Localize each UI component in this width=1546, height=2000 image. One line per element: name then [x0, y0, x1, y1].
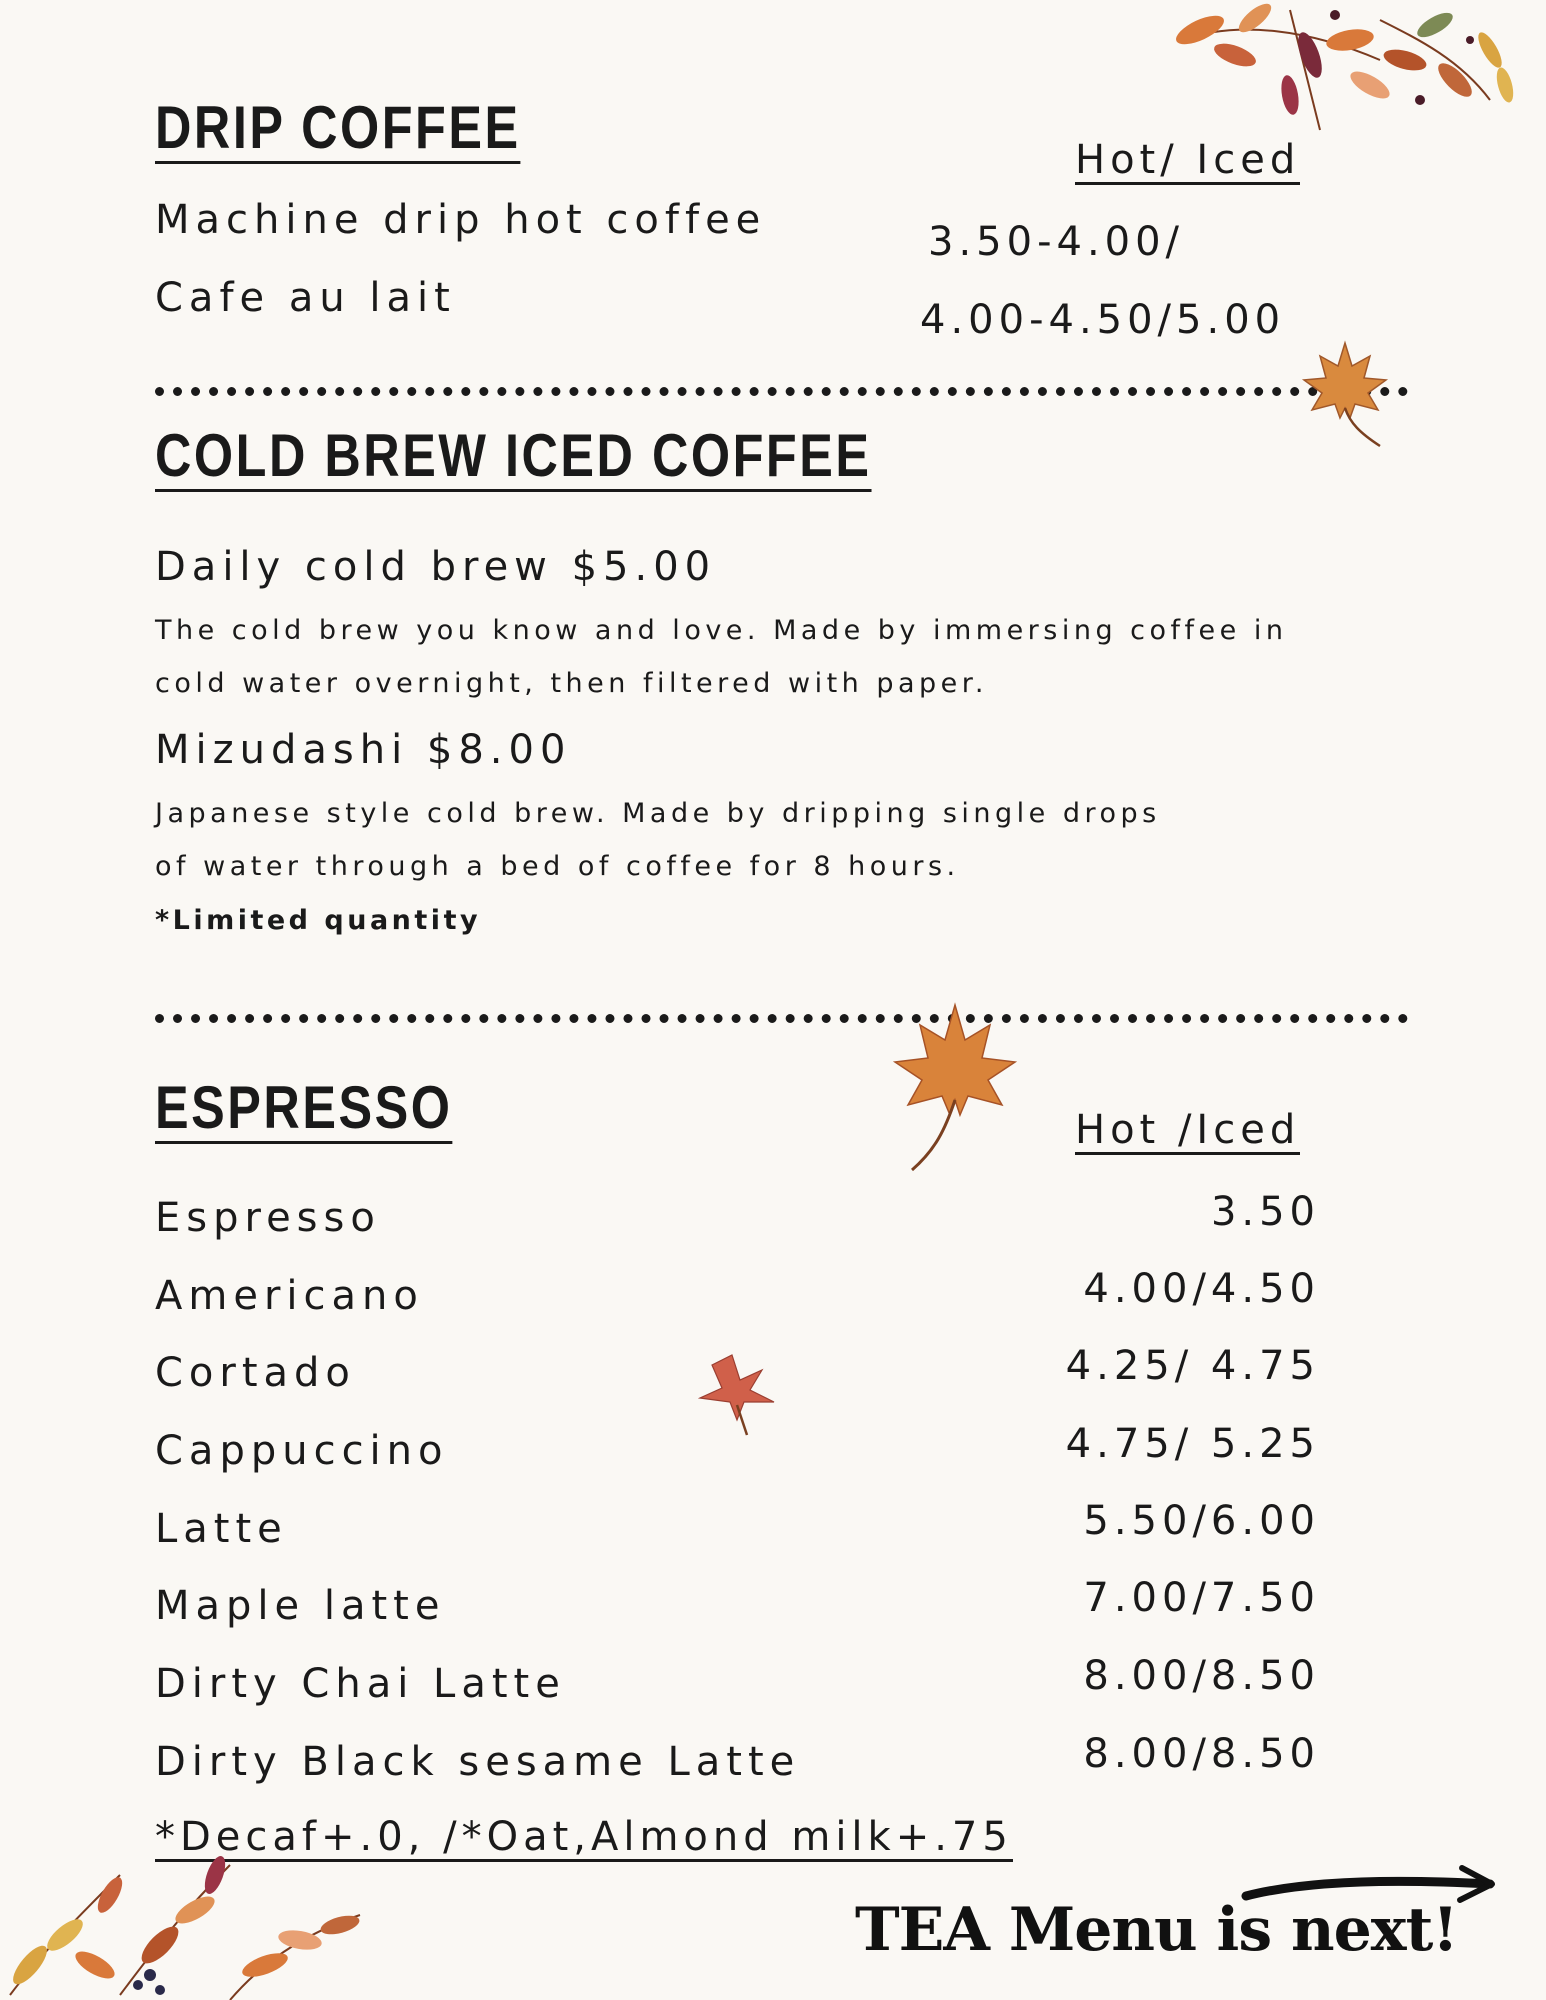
espresso-item-price-0: 3.50 [1210, 1189, 1320, 1235]
espresso-heading: ESPRESSO [155, 1076, 452, 1144]
limited-quantity-note: *Limited quantity [155, 905, 482, 936]
cold-brew-desc-0-line-1: cold water overnight, then filtered with paper. [155, 668, 989, 699]
espresso-hot-iced-header: Hot /Iced [1075, 1107, 1301, 1153]
espresso-item-price-5: 7.00/7.50 [1083, 1575, 1320, 1621]
drip-item-price-1: 4.00-4.50/5.00 [920, 297, 1286, 343]
espresso-item-price-3: 4.75/ 5.25 [1065, 1421, 1320, 1467]
section-divider-2 [155, 1014, 1408, 1023]
cold-brew-desc-0-line-0: The cold brew you know and love. Made by immersing coffee in [155, 615, 1288, 646]
cold-brew-item-name-0: Daily cold brew $5.00 [155, 544, 717, 590]
espresso-item-price-6: 8.00/8.50 [1083, 1653, 1320, 1699]
cold-brew-heading: COLD BREW ICED COFFEE [155, 424, 872, 492]
espresso-item-name-4: Latte [155, 1506, 288, 1552]
espresso-item-name-7: Dirty Black sesame Latte [155, 1739, 801, 1785]
espresso-item-name-5: Maple latte [155, 1583, 446, 1629]
arrow-icon [1240, 1860, 1510, 1920]
drip-item-name-0: Machine drip hot coffee [155, 197, 767, 243]
espresso-item-price-1: 4.00/4.50 [1083, 1266, 1320, 1312]
espresso-item-name-6: Dirty Chai Latte [155, 1661, 566, 1707]
drip-item-name-1: Cafe au lait [155, 275, 456, 321]
tea-menu-next-text: TEA Menu is next! [855, 1895, 1458, 1965]
espresso-item-name-1: Americano [155, 1273, 424, 1319]
milk-options-footnote: *Decaf+.0, /*Oat,Almond milk+.75 [155, 1814, 1013, 1860]
espresso-item-price-4: 5.50/6.00 [1083, 1498, 1320, 1544]
espresso-item-price-7: 8.00/8.50 [1083, 1731, 1320, 1777]
cold-brew-desc-1-line-1: of water through a bed of coffee for 8 hours. [155, 851, 960, 882]
maple-leaf [890, 1000, 1020, 1175]
espresso-item-name-2: Cortado [155, 1350, 356, 1396]
espresso-item-name-0: Espresso [155, 1195, 381, 1241]
small-leaf [692, 1350, 782, 1440]
maple-leaf [1300, 338, 1390, 448]
leaf-cluster-top-right [1160, 0, 1530, 140]
drip-coffee-heading: DRIP COFFEE [155, 96, 521, 164]
espresso-item-name-3: Cappuccino [155, 1428, 449, 1474]
cold-brew-item-name-1: Mizudashi $8.00 [155, 727, 572, 773]
leaf-cluster-bottom-left [0, 1855, 380, 2000]
cold-brew-desc-1-line-0: Japanese style cold brew. Made by dripping single drops [155, 798, 1161, 829]
section-divider-1 [155, 387, 1408, 396]
drip-hot-iced-header: Hot/ Iced [1075, 137, 1301, 183]
espresso-item-price-2: 4.25/ 4.75 [1065, 1343, 1320, 1389]
drip-item-price-0: 3.50-4.00/ [928, 219, 1185, 265]
